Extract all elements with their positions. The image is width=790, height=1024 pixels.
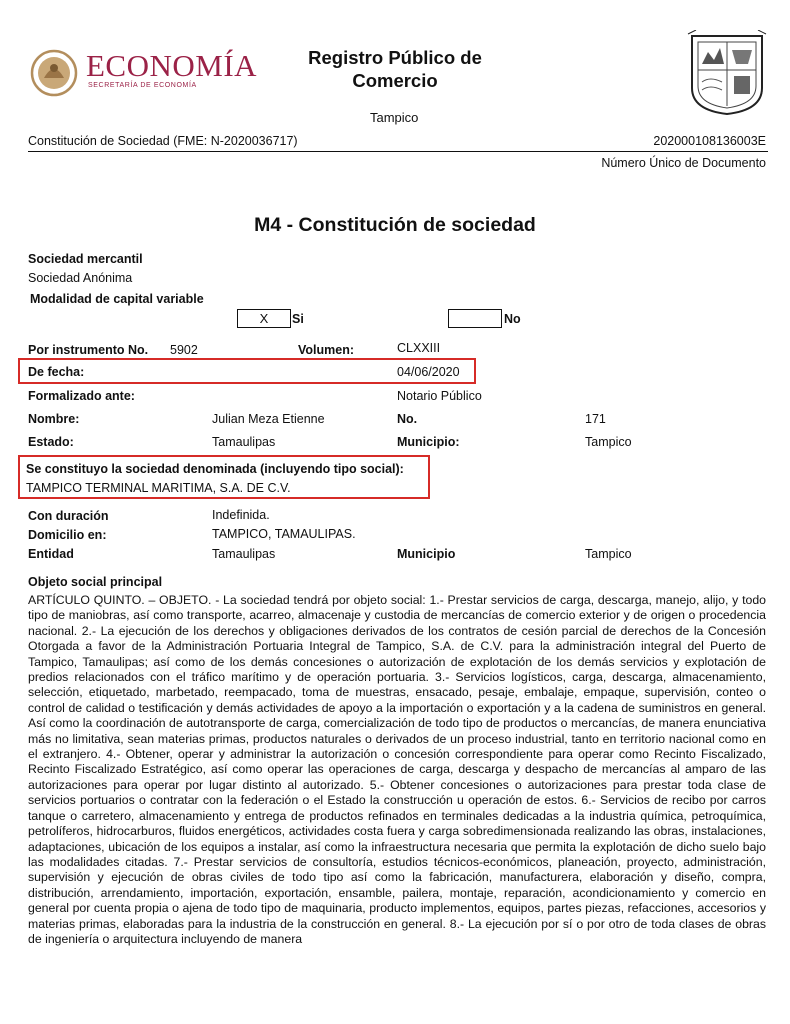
municipio-2-value: Tampico xyxy=(585,547,632,561)
no-checkbox[interactable] xyxy=(448,309,502,328)
fecha-value: 04/06/2020 xyxy=(397,365,460,379)
form-heading: M4 - Constitución de sociedad xyxy=(254,214,536,236)
document-number-caption: Número Único de Documento xyxy=(601,156,766,170)
tamaulipas-seal-icon xyxy=(686,30,768,116)
document-number: 202000108136003E xyxy=(653,134,766,148)
estado-label: Estado: xyxy=(28,435,74,449)
objeto-text: ARTÍCULO QUINTO. – OBJETO. - La sociedad tendrá por objeto social: 1.- Prestar servicios de carga, descarga, manejo, alijo, y todo tipo de maniobras, así como transporte, acarreo, almacenaje y custodia de mercancías de comercio exterior y de origen o procedencia nacional. 2.- La ejecución de los derechos y obligaciones derivados de los contratos de cesión parcial de derechos de la Concesión Otorgada a favor de la Administración Portuaria Integral de Tampico, S.A. de C.V. para la administración integral del Puerto de Tampico, Tamaulipas; así como de los demás concesiones o autorización de explotación de los demás servicios y explotación de predios relacionados con el tráfico marítimo y de operación portuaria. 3.- Servicios logísticos, carga, descarga, almacenamiento, selección, etiquetado, marbetado, reempacado, toma de muestras, ensacado, pesaje, embalaje, empaque, supervisión, conteo o control de calidad o testificación y demás actividades de apoyo a la importación o exportación y a la cadena de suministros en general. Así como la coordinación de autotransporte de carga, comercialización de todo tipo de productos o mercancías, de manera enunciativa más no limitativa, sean materias primas, productos naturales o derivados de un proceso industrial, tanto en territorio nacional como en el extranjero. 4.- Obtener, operar y administrar la autorización o concesión correspondiente para operar como Recinto Fiscalizado, Recinto Fiscalizado Estratégico, así como operar las operaciones de carga, descarga y despacho de mercancías al amparo de las autorizaciones para operar por lugar distinto al autorizado. 5.- Obtener concesiones o autorizaciones para prestar toda clase de servicios portuarios o contratar con la federación o el Estado la construcción u operación de estos. 6.- Servicios de recibo por carros tanque o carretero, almacenamiento y entrega de productos refinados en terminales dedicadas a la industria química, petroquímica, petrolíferos, hidrocarburos, fluidos energéticos, actividades costa fuera y carga sobredimensionada realizando las obras, instalaciones, adaptaciones, ubicación de los equipos a instalar, así como la infraestructura necesaria que permita la explotación de dicho suelo bajo las modalidades citadas. 7.- Prestar servicios de consultoría, estudios técnicos-económicos, planeación, proyecto, administración, supervisión y ejecución de obras civiles de todo tipo así como la fabricación, manufacturera, elaboración y diseño, compra, distribución, arrendamiento, importación, exportación, ensamble, pailera, montaje, reparación, acondicionamiento y comercio en general por cuenta propia o ajena de todo tipo de maquinaria, producto implementos, equipos, partes piezas, refacciones, accesorios y materias primas, elaboradas para la industria de la construcción en general. 8.- La ejecución por sí o por otro de toda clases de obras de ingeniería o arquitectura incluyendo de manera xyxy=(28,593,766,946)
domicilio-label: Domicilio en: xyxy=(28,528,107,542)
logo-wordmark: ECONOMÍA xyxy=(86,48,258,83)
page-title xyxy=(290,46,500,92)
formalizado-value: Notario Público xyxy=(397,389,482,403)
formalizado-label: Formalizado ante: xyxy=(28,389,135,403)
municipio-label: Municipio: xyxy=(397,435,460,449)
economia-logo xyxy=(28,48,268,98)
objeto-label: Objeto social principal xyxy=(28,575,163,589)
header-divider xyxy=(28,151,768,152)
entidad-value: Tamaulipas xyxy=(212,547,276,561)
sociedad-value: Sociedad Anónima xyxy=(28,271,133,285)
volumen-label: Volumen: xyxy=(298,343,355,357)
si-label: Si xyxy=(292,312,304,326)
nombre-value: Julian Meza Etienne xyxy=(212,412,325,426)
si-checkbox[interactable]: X xyxy=(237,309,291,328)
duracion-label: Con duración xyxy=(28,509,109,523)
entidad-label: Entidad xyxy=(28,547,74,561)
denominada-value: TAMPICO TERMINAL MARITIMA, S.A. DE C.V. xyxy=(26,481,291,495)
modalidad-label: Modalidad de capital variable xyxy=(30,292,204,306)
no-label: No xyxy=(504,312,521,326)
title-line-2: Comercio xyxy=(352,70,438,91)
notario-number-value: 171 xyxy=(585,412,606,426)
nombre-label: Nombre: xyxy=(28,412,80,426)
duracion-value: Indefinida. xyxy=(212,508,270,522)
instrumento-value: 5902 xyxy=(170,343,198,357)
city-label: Tampico xyxy=(370,110,419,125)
municipio-2-label: Municipio xyxy=(397,547,456,561)
title-line-1: Registro Público de xyxy=(308,47,482,68)
estado-value: Tamaulipas xyxy=(212,435,276,449)
mexico-eagle-emblem-icon xyxy=(28,48,80,98)
sociedad-label: Sociedad mercantil xyxy=(28,252,143,266)
denominada-label: Se constituyo la sociedad denominada (incluyendo tipo social): xyxy=(26,462,404,476)
document-label: Constitución de Sociedad (FME: N-2020036717) xyxy=(28,134,298,148)
notario-number-label: No. xyxy=(397,412,418,426)
fecha-label: De fecha: xyxy=(28,365,85,379)
municipio-value: Tampico xyxy=(585,435,632,449)
instrumento-label: Por instrumento No. xyxy=(28,343,149,357)
volumen-value: CLXXIII xyxy=(397,341,441,355)
logo-subtext: SECRETARÍA DE ECONOMÍA xyxy=(88,82,197,89)
domicilio-value: TAMPICO, TAMAULIPAS. xyxy=(212,527,356,541)
